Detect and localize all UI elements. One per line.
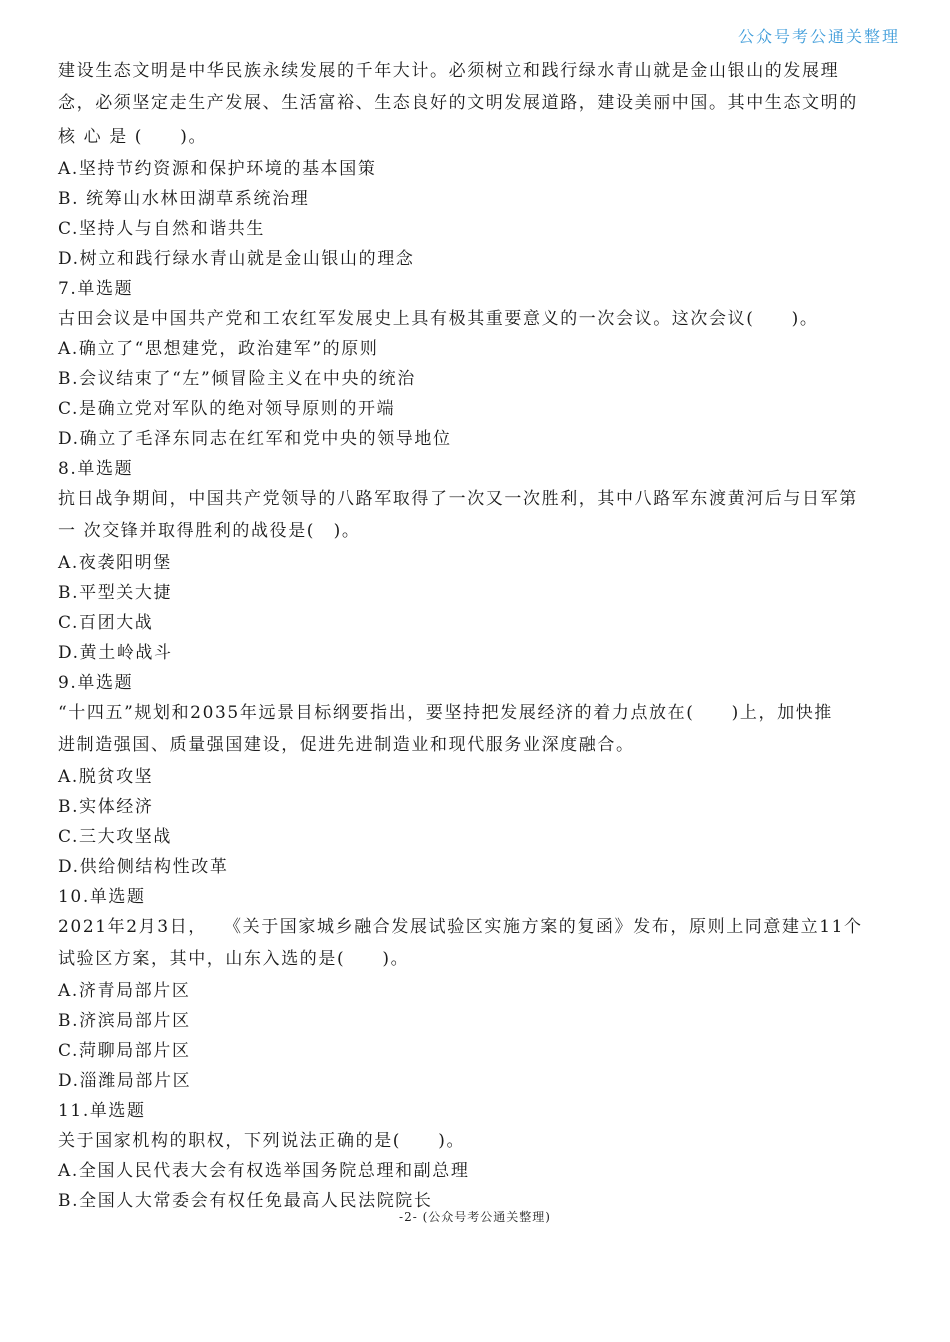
option-line: A.夜袭阳明堡 — [58, 553, 172, 573]
option-line: A.济青局部片区 — [58, 981, 191, 1001]
watermark-header: 公众号考公通关整理 — [737, 27, 900, 46]
document-body — [58, 56, 898, 1216]
option-line: C.是确立党对军队的绝对领导原则的开端 — [58, 399, 396, 419]
option-line: B.全国人大常委会有权任免最高人民法院院长 — [58, 1191, 433, 1211]
text-line: 试验区方案，其中，山东入选的是( )。 — [58, 949, 410, 969]
option-line: A.坚持节约资源和保护环境的基本国策 — [58, 159, 377, 179]
option-line: D.淄潍局部片区 — [58, 1071, 192, 1091]
option-line: D.供给侧结构性改革 — [58, 857, 229, 877]
option-line: C.百团大战 — [58, 613, 154, 633]
question-heading: 11.单选题 — [58, 1101, 146, 1121]
option-line: B.会议结束了“左”倾冒险主义在中央的统治 — [58, 369, 416, 389]
question-heading: 10.单选题 — [58, 887, 146, 907]
page-footer: -2- (公众号考公通关整理) — [399, 1210, 551, 1224]
text-line: 念，必须坚定走生产发展、生活富裕、生态良好的文明发展道路，建设美丽中国。其中生态文明的 — [58, 93, 858, 113]
option-line: D.确立了毛泽东同志在红军和党中央的领导地位 — [58, 429, 452, 449]
option-line: A.确立了“思想建党，政治建军”的原则 — [58, 339, 379, 359]
text-line: 古田会议是中国共产党和工农红军发展史上具有极其重要意义的一次会议。这次会议( )。 — [58, 309, 819, 329]
option-line: B.济滨局部片区 — [58, 1011, 191, 1031]
text-line: 建设生态文明是中华民族永续发展的千年大计。必须树立和践行绿水青山就是金山银山的发展理 — [58, 61, 840, 81]
text-line: “十四五”规划和2035年远景目标纲要指出，要坚持把发展经济的着力点放在( )上，加快推 — [58, 703, 833, 723]
option-line: B.平型关大捷 — [58, 583, 173, 603]
text-line: 一 次交锋并取得胜利的战役是( )。 — [58, 521, 361, 541]
text-line: 2021年2月3日， 《关于国家城乡融合发展试验区实施方案的复函》发布，原则上同意建立11个 — [58, 917, 863, 937]
option-line: B.实体经济 — [58, 797, 154, 817]
text-line: 关于国家机构的职权，下列说法正确的是( )。 — [58, 1131, 466, 1151]
option-line: C.菏聊局部片区 — [58, 1041, 191, 1061]
question-heading: 9.单选题 — [58, 673, 134, 693]
question-heading: 8.单选题 — [58, 459, 134, 479]
option-line: C.坚持人与自然和谐共生 — [58, 219, 266, 239]
text-line: 进制造强国、质量强国建设，促进先进制造业和现代服务业深度融合。 — [58, 735, 635, 755]
option-line: C.三大攻坚战 — [58, 827, 173, 847]
text-line: 核 心 是 ( )。 — [58, 127, 208, 147]
option-line: D.黄土岭战斗 — [58, 643, 173, 663]
option-line: D.树立和践行绿水青山就是金山银山的理念 — [58, 249, 415, 269]
option-line: A.全国人民代表大会有权选举国务院总理和副总理 — [58, 1161, 470, 1181]
option-line: B. 统筹山水林田湖草系统治理 — [58, 189, 310, 209]
question-heading: 7.单选题 — [58, 279, 134, 299]
option-line: A.脱贫攻坚 — [58, 767, 154, 787]
text-line: 抗日战争期间，中国共产党领导的八路军取得了一次又一次胜利，其中八路军东渡黄河后与日军第 — [58, 489, 858, 509]
